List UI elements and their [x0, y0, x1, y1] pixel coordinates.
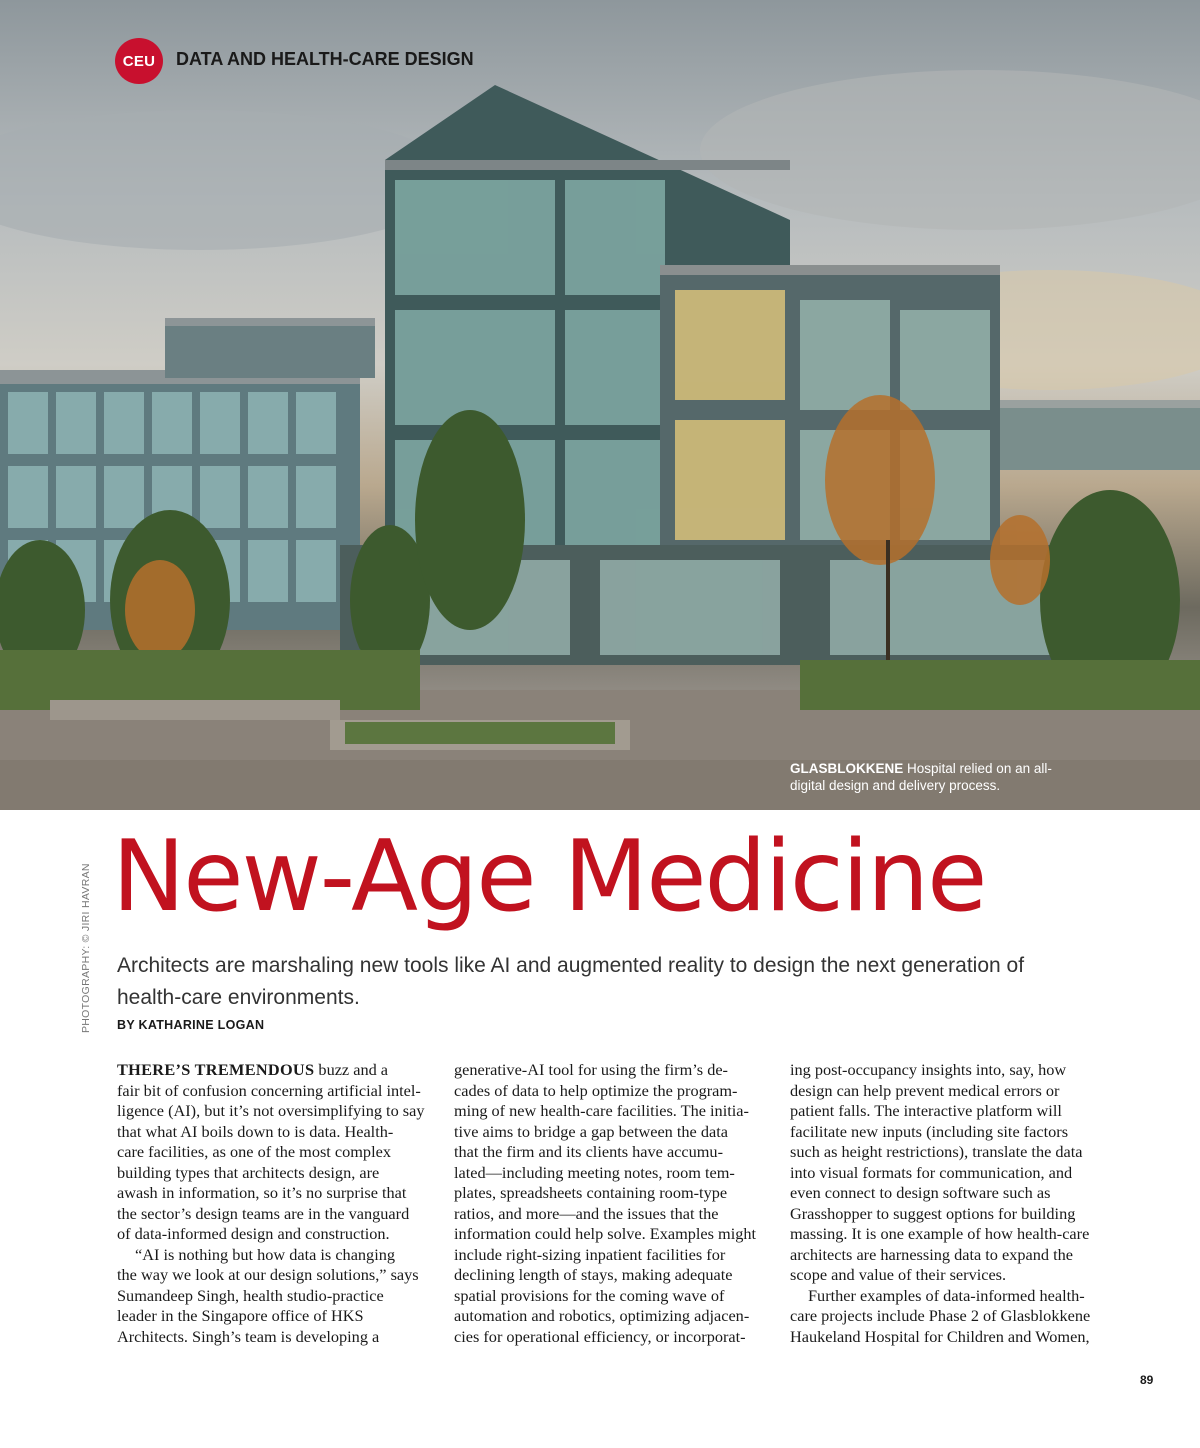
paragraph-line: plates, spreadsheets containing room-type	[454, 1183, 728, 1202]
paragraph-line: “AI is nothing but how data is changing	[135, 1244, 396, 1264]
paragraph-line: that what AI boils down to is data. Health-	[117, 1121, 394, 1141]
paragraph-line: ing post-occupancy insights into, say, how	[790, 1060, 1067, 1079]
paragraph-line: Grasshopper to suggest options for building	[790, 1203, 1076, 1223]
paragraph-line: information could help solve. Examples might	[454, 1224, 757, 1243]
page-title: New-Age Medicine	[112, 820, 986, 934]
paragraph-line: Further examples of data-informed health-	[808, 1285, 1085, 1305]
paragraph-line: generative-AI tool for using the firm’s de-	[454, 1060, 728, 1079]
caption-lead: GLASBLOKKENE	[790, 761, 904, 776]
paragraph-line: lated—including meeting notes, room tem-	[454, 1162, 735, 1182]
paragraph-line: include right-sizing inpatient facilities for	[454, 1244, 726, 1264]
caption-text: Hospital relied on an all-digital design and delivery process.	[790, 761, 1052, 793]
paragraph-line: building types that architects design, are	[117, 1162, 380, 1182]
paragraph-line: ratios, and more—and the issues that the	[454, 1203, 719, 1223]
paragraph-line: ming of new health-care facilities. The initia-	[454, 1101, 749, 1120]
paragraph-line: scope and value of their services.	[790, 1265, 1007, 1284]
paragraph-line: into visual formats for communication, and	[790, 1162, 1073, 1182]
byline: BY KATHARINE LOGAN	[117, 1018, 265, 1032]
paragraph-line: spatial provisions for the coming wave of	[454, 1285, 725, 1305]
photo-credit-text: PHOTOGRAPHY: © JIRI HAVRAN	[80, 863, 92, 1033]
paragraph-line: fair bit of confusion concerning artificial intel-	[117, 1080, 421, 1100]
ceu-badge: CEU	[115, 38, 163, 84]
photo-caption	[790, 760, 1080, 794]
article-column-1	[117, 1060, 427, 1347]
paragraph-line: ligence (AI), but it’s not oversimplifying to say	[117, 1101, 425, 1120]
article-column-2	[454, 1060, 764, 1347]
photo-credit	[80, 863, 94, 1046]
paragraph-line: leader in the Singapore office of HKS	[117, 1306, 364, 1325]
article-column-3	[790, 1060, 1100, 1347]
page-number: 89	[1140, 1373, 1154, 1387]
paragraph-1-line-1: THERE’S TREMENDOUS buzz and a	[117, 1060, 389, 1079]
paragraph-line: cies for operational efficiency, or incorporat-	[454, 1326, 746, 1346]
paragraph-line: facilitate new inputs (including site factors	[790, 1121, 1069, 1141]
paragraph-line: Sumandeep Singh, health studio-practice	[117, 1285, 384, 1305]
paragraph-line: cades of data to help optimize the program-	[454, 1080, 738, 1100]
paragraph-line: patient falls. The interactive platform will	[790, 1101, 1062, 1120]
paragraph-line: Architects. Singh’s team is developing a	[117, 1326, 380, 1346]
paragraph-line: even connect to design software such as	[790, 1183, 1051, 1202]
paragraph-line: such as height restrictions), translate the data	[790, 1142, 1083, 1161]
paragraph-line: care facilities, as one of the most complex	[117, 1142, 391, 1161]
paragraph-line: the sector’s design teams are in the vanguard	[117, 1203, 410, 1223]
paragraph-line: care projects include Phase 2 of Glasblokkene	[790, 1306, 1091, 1325]
paragraph-line: declining length of stays, making adequate	[454, 1265, 733, 1284]
paragraph-line: Haukeland Hospital for Children and Women,	[790, 1326, 1090, 1346]
paragraph-line: awash in information, so it’s no surprise that	[117, 1183, 407, 1202]
paragraph-line: the way we look at our design solutions,” says	[117, 1265, 419, 1284]
paragraph-line: of data-informed design and construction.	[117, 1224, 390, 1243]
section-label: DATA AND HEALTH-CARE DESIGN	[176, 49, 474, 69]
lead-in: THERE’S TREMENDOUS	[117, 1060, 315, 1079]
paragraph-line: automation and robotics, optimizing adjacen-	[454, 1306, 750, 1325]
paragraph-line: that the firm and its clients have accumu-	[454, 1142, 723, 1161]
paragraph-line: design can help prevent medical errors or	[790, 1080, 1060, 1100]
paragraph-line: architects are harnessing data to expand the	[790, 1244, 1073, 1264]
paragraph-line: massing. It is one example of how health-care	[790, 1224, 1090, 1243]
paragraph-line: tive aims to bridge a gap between the data	[454, 1121, 728, 1141]
article-dek: Architects are marshaling new tools like AI and augmented reality to design the next generation of health-care environments.	[117, 954, 1025, 1009]
